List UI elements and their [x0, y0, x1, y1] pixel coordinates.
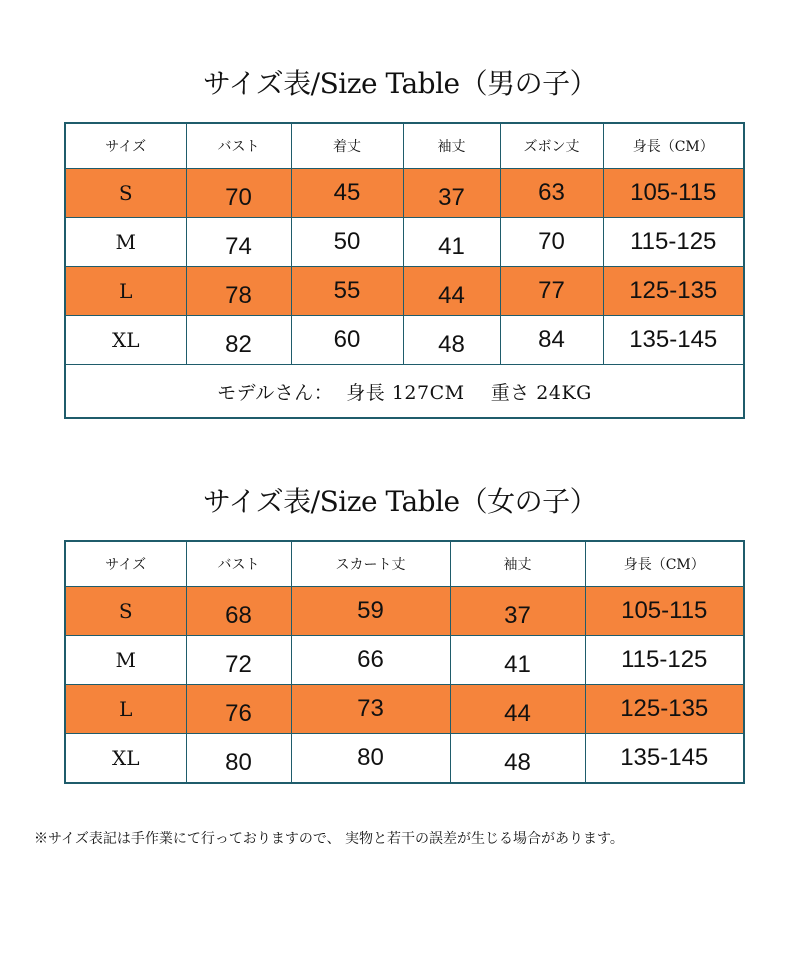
- pants-length-cell: 70: [500, 218, 603, 267]
- sleeve-cell: 48: [403, 316, 500, 365]
- sleeve-cell: 44: [450, 685, 585, 734]
- bust-cell: 72: [186, 636, 291, 685]
- size-cell: S: [65, 587, 186, 636]
- header-cell-sleeve: 袖丈: [403, 123, 500, 169]
- length-cell: 55: [291, 267, 403, 316]
- header-cell-length: 着丈: [291, 123, 403, 169]
- height-cell: 115-125: [585, 636, 744, 685]
- bust-cell: 70: [186, 169, 291, 218]
- skirt-length-cell: 59: [291, 587, 450, 636]
- length-cell: 50: [291, 218, 403, 267]
- height-cell: 125-135: [603, 267, 744, 316]
- table-header-row: [65, 541, 744, 587]
- table-row: [65, 267, 744, 316]
- header-cell-pants-length: ズボン丈: [500, 123, 603, 169]
- boys-size-table-title: サイズ表/Size Table（男の子）: [202, 67, 598, 100]
- sleeve-cell: 48: [450, 734, 585, 784]
- height-cell: 135-145: [585, 734, 744, 784]
- sleeve-cell: 37: [450, 587, 585, 636]
- sleeve-cell: 44: [403, 267, 500, 316]
- length-cell: 60: [291, 316, 403, 365]
- header-cell-height: 身長（CM）: [585, 541, 744, 587]
- header-cell-skirt-length: スカート丈: [291, 541, 450, 587]
- size-cell: L: [65, 685, 186, 734]
- bust-cell: 80: [186, 734, 291, 784]
- table-row: [65, 169, 744, 218]
- height-cell: 105-115: [585, 587, 744, 636]
- length-cell: 45: [291, 169, 403, 218]
- pants-length-cell: 77: [500, 267, 603, 316]
- bust-cell: 74: [186, 218, 291, 267]
- table-header-row: [65, 123, 744, 169]
- pants-length-cell: 84: [500, 316, 603, 365]
- size-cell: L: [65, 267, 186, 316]
- skirt-length-cell: 66: [291, 636, 450, 685]
- bust-cell: 78: [186, 267, 291, 316]
- size-cell: M: [65, 636, 186, 685]
- size-cell: XL: [65, 316, 186, 365]
- table-row: [65, 587, 744, 636]
- height-cell: 115-125: [603, 218, 744, 267]
- model-note-row: [65, 365, 744, 419]
- height-cell: 105-115: [603, 169, 744, 218]
- table-row: [65, 636, 744, 685]
- model-note: モデルさん： 身長 127CM 重さ 24KG: [65, 365, 744, 419]
- bust-cell: 76: [186, 685, 291, 734]
- bust-cell: 68: [186, 587, 291, 636]
- pants-length-cell: 63: [500, 169, 603, 218]
- table-row: [65, 734, 744, 784]
- height-cell: 135-145: [603, 316, 744, 365]
- header-cell-size: サイズ: [65, 541, 186, 587]
- table-row: [65, 218, 744, 267]
- table-row: [65, 685, 744, 734]
- skirt-length-cell: 80: [291, 734, 450, 784]
- sleeve-cell: 41: [403, 218, 500, 267]
- skirt-length-cell: 73: [291, 685, 450, 734]
- header-cell-size: サイズ: [65, 123, 186, 169]
- header-cell-bust: バスト: [186, 123, 291, 169]
- table-row: [65, 316, 744, 365]
- bust-cell: 82: [186, 316, 291, 365]
- size-cell: XL: [65, 734, 186, 784]
- header-cell-sleeve: 袖丈: [450, 541, 585, 587]
- header-cell-bust: バスト: [186, 541, 291, 587]
- girls-size-table-title: サイズ表/Size Table（女の子）: [202, 485, 598, 518]
- sleeve-cell: 37: [403, 169, 500, 218]
- size-cell: M: [65, 218, 186, 267]
- boys-size-table: [64, 122, 745, 419]
- girls-size-table: [64, 540, 745, 784]
- height-cell: 125-135: [585, 685, 744, 734]
- sleeve-cell: 41: [450, 636, 585, 685]
- header-cell-height: 身長（CM）: [603, 123, 744, 169]
- footnote: ※サイズ表記は手作業にて行っておりますので、 実物と若干の誤差が生じる場合があります。: [34, 831, 624, 847]
- size-cell: S: [65, 169, 186, 218]
